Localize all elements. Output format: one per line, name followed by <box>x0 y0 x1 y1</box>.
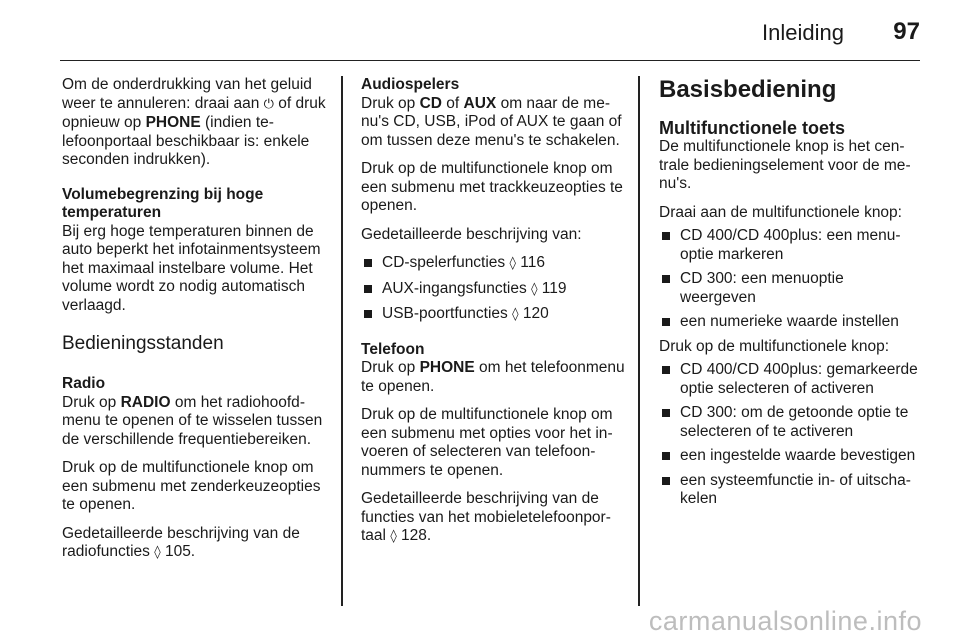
column-2 <box>361 76 625 557</box>
list-item: een systeemfunctie in- of uitschakelen <box>659 472 923 509</box>
phone-paragraph-1: Druk op PHONE om het telefoonmenu te openen. <box>361 359 625 395</box>
multifunction-intro: De multifunctionele knop is het centrale bedieningselement voor de menu's. <box>659 138 911 192</box>
phone-key-label: PHONE <box>145 114 201 131</box>
page-ref-icon: ◊ <box>509 256 516 271</box>
turn-intro: Draai aan de multifunctionele knop: <box>659 203 902 221</box>
aux-key-label: AUX <box>463 94 497 112</box>
audio-paragraph-2: Druk op de multifunctionele knop om een submenu met trackkeuzeopties te openen. <box>361 160 623 214</box>
radio-heading: Radio <box>62 375 106 392</box>
press-list <box>659 361 923 509</box>
audio-players-heading: Audiospelers <box>361 76 460 93</box>
list-item: een numerieke waarde instellen <box>659 313 923 332</box>
audio-function-list <box>361 254 625 325</box>
radio-paragraph-2: Druk op de multifunctionele knop om een submenu met zenderkeuzeopties te openen. <box>62 459 321 513</box>
list-item: CD 300: een menuoptie weergeven <box>659 270 923 307</box>
phone-paragraph-2: Druk op de multifunctionele knop om een submenu met opties voor het invoeren of selecteren van telefoonnummers te openen. <box>361 406 613 479</box>
column-divider-2 <box>638 76 640 606</box>
page-ref-icon: ◊ <box>390 529 397 544</box>
list-item: CD 400/CD 400plus: een menuoptie markeren <box>659 227 923 264</box>
list-item: CD-spelerfuncties ◊ 116 <box>361 254 625 274</box>
column-1 <box>62 76 330 573</box>
list-item: USB-poortfuncties ◊ 120 <box>361 305 625 325</box>
watermark: carmanualsonline.info <box>648 606 922 636</box>
operating-modes-heading: Bedieningsstanden <box>62 333 224 354</box>
list-item: CD 400/CD 400plus: gemarkeerde optie selecteren of activeren <box>659 361 923 398</box>
page-ref-icon: ◊ <box>154 545 161 560</box>
volume-limit-text: Bij erg hoge temperaturen binnen de auto beperkt het infotainmentsysteem het maximaal instelbare volume. Het volume wordt zo nodig automatisch verlaagd. <box>62 222 321 314</box>
radio-paragraph-1: Druk op RADIO om het radiohoofdmenu te openen of te wisselen tussen de verschillende frequentiebereiken. <box>62 393 323 448</box>
audio-paragraph-1: Druk op CD of AUX om naar de menu's CD, USB, iPod of AUX te gaan of om tussen deze menu's te schakelen. <box>361 94 622 149</box>
press-intro: Druk op de multifunctionele knop: <box>659 337 890 355</box>
chapter-title: Inleiding <box>762 20 844 45</box>
audio-paragraph-3: Gedetailleerde beschrijving van: <box>361 225 582 243</box>
column-3 <box>659 76 923 515</box>
power-knob-icon: ⏻ <box>263 96 274 112</box>
basic-operation-heading: Basisbediening <box>659 76 837 103</box>
volume-limit-heading: Volumebegrenzing bij hoge temperaturen <box>62 185 264 221</box>
list-item: een ingestelde waarde bevestigen <box>659 447 923 466</box>
page-number: 97 <box>893 18 920 45</box>
phone-heading: Telefoon <box>361 340 425 358</box>
page-ref-icon: ◊ <box>512 307 519 322</box>
list-item: CD 300: om de getoonde optie te selecteren of te activeren <box>659 404 923 441</box>
suppress-annul-paragraph: Om de onderdrukking van het geluid weer te annuleren: draai aan ⏻ of druk opnieuw op PHONE (indien telefoonportaal beschikbaar is: enkele seconden indrukken). <box>62 76 326 168</box>
list-item: AUX-ingangsfuncties ◊ 119 <box>361 280 625 300</box>
column-divider-1 <box>341 76 343 606</box>
phone-paragraph-3: Gedetailleerde beschrijving van de functies van het mobieletelefoonportaal ◊ 128. <box>361 490 611 544</box>
multifunction-knob-heading: Multifunctionele toets <box>659 118 845 138</box>
page-ref-icon: ◊ <box>531 281 538 297</box>
phone-key-label: PHONE <box>419 359 475 376</box>
cd-key-label: CD <box>419 94 442 112</box>
radio-key-label: RADIO <box>120 393 171 411</box>
page-header <box>60 0 920 61</box>
turn-list <box>659 227 923 332</box>
radio-paragraph-3: Gedetailleerde beschrijving van de radiofuncties ◊ 105. <box>62 524 300 560</box>
